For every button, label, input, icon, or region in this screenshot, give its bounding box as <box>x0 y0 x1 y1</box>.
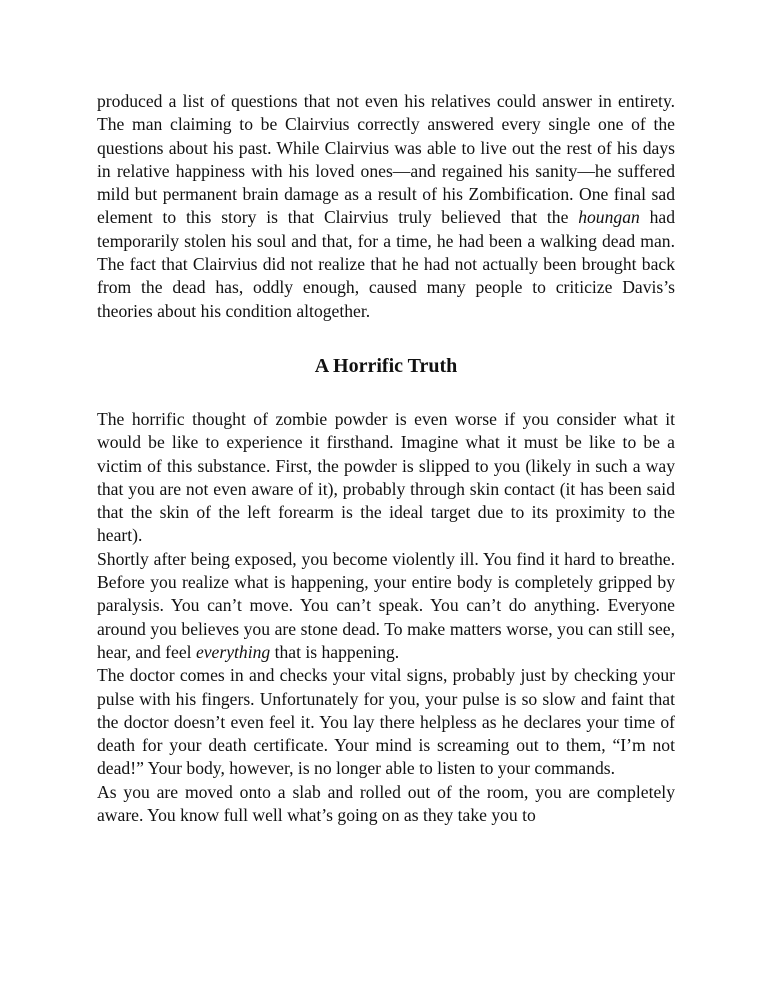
section-heading: A Horrific Truth <box>314 354 458 377</box>
section-paragraph-4 <box>97 781 675 828</box>
section-paragraph-3 <box>97 664 675 780</box>
intro-text-1: produced a list of questions that not even his relatives could answer in entirety. The man claiming to be Clairvius correctly answered every single one of the questions about his past. While Clairvius was able to live out the rest of his days in relative happiness with his loved ones—and regained his sanity—he suffered mild but permanent brain damage as a result of his Zombification. One final sad element to this story is that Clairvius truly believed that the <box>97 91 675 228</box>
paragraph-2-italic-term: everything <box>195 641 271 662</box>
intro-text-2: had temporarily stolen his soul and that, for a time, he had been a walking dead man. The fact that Clairvius did not realize that he had not actually been brought back from the dead has, oddly enough, caused many people to criticize Davis’s theories about his condition altogether. <box>97 207 675 321</box>
intro-italic-term: houngan <box>578 207 640 228</box>
section-paragraph-1 <box>97 408 675 548</box>
paragraph-3-text: The doctor comes in and checks your vital signs, probably just by checking your pulse with his fingers. Unfortunately for you, your pulse is so slow and faint that the doctor doesn’t even feel it. You lay there helpless as he declares your time of death for your death certificate. Your mind is screaming out to them, “I’m not dead!” Your body, however, is no longer able to listen to your commands. <box>97 665 675 779</box>
paragraph-2-text-2: that is happening. <box>270 641 400 662</box>
paragraph-4-text: As you are moved onto a slab and rolled out of the room, you are completely aware. You know full well what’s going on as they take you to <box>97 781 675 826</box>
intro-paragraph <box>97 90 675 323</box>
section-paragraph-2 <box>97 548 675 664</box>
paragraph-1-text: The horrific thought of zombie powder is even worse if you consider what it would be like to experience it firsthand. Imagine what it must be like to be a victim of this substance. First, the powder is slipped to you (likely in such a way that you are not even aware of it), probably through skin contact (it has been said that the skin of the left forearm is the ideal target due to its proximity to the heart). <box>97 408 675 546</box>
paragraph-2-text-1: Shortly after being exposed, you become violently ill. You find it hard to breathe. Before you realize what is happening, your entire body is completely gripped by paralysis. You can’t move. You can’t speak. You can’t do anything. Everyone around you believes you are stone dead. To make matters worse, you can still see, hear, and feel <box>97 548 675 662</box>
document-page <box>97 90 675 827</box>
